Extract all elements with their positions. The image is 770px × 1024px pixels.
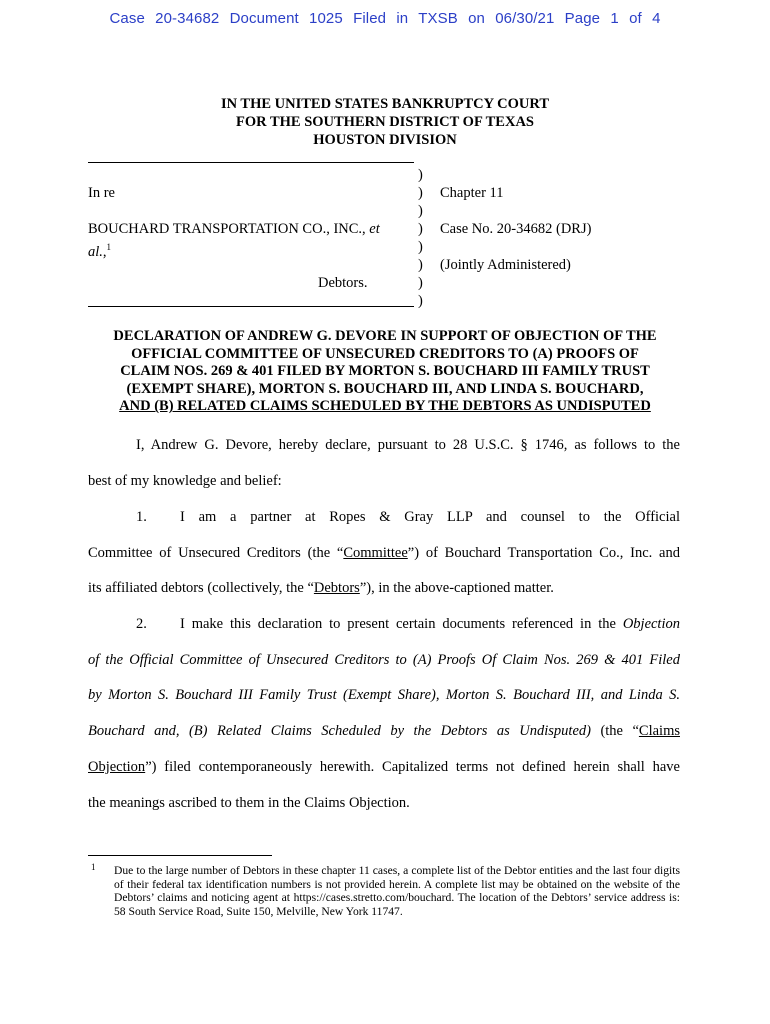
- paren: ): [418, 257, 423, 273]
- caption-parens: [418, 166, 423, 310]
- para2-text-5b: ”) filed contemporaneously herewith. Capitalized terms not defined herein shall have: [145, 759, 680, 775]
- paren: ): [418, 167, 423, 183]
- para2-line-1: [136, 615, 680, 633]
- court-line-3: HOUSTON DIVISION: [313, 132, 457, 148]
- paren: ): [418, 221, 423, 237]
- para1-text-2b: ”) of Bouchard Transportation Co., Inc. and: [407, 545, 680, 561]
- para2-line-2: of the Official Committee of Unsecured Creditors to (A) Proofs Of Claim Nos. 269 & 401 Filed: [88, 652, 680, 668]
- court-line-1: IN THE UNITED STATES BANKRUPTCY COURT: [220, 96, 550, 112]
- court-heading: [0, 95, 770, 149]
- title-line-2: OFFICIAL COMMITTEE OF UNSECURED CREDITORS TO (A) PROOFS OF: [131, 345, 639, 362]
- para2-text-1a: I make this declaration to present certain documents referenced in the: [180, 616, 623, 632]
- para2-text-4b: (the “: [590, 723, 639, 739]
- paren: ): [418, 275, 423, 291]
- para2-text-1it: Objection: [622, 616, 680, 632]
- title-line-1: DECLARATION OF ANDREW G. DEVORE IN SUPPORT OF OBJECTION OF THE: [113, 328, 657, 344]
- para1-text-3a: its affiliated debtors (collectively, the “: [88, 580, 314, 596]
- debtor-name: [88, 220, 406, 261]
- paren: ): [418, 203, 423, 219]
- para2-line-3: by Morton S. Bouchard III Family Trust (Exempt Share), Morton S. Bouchard III, and Linda S.: [88, 687, 680, 703]
- para1-number: 1.: [136, 509, 147, 525]
- intro-line-2: best of my knowledge and belief:: [88, 473, 282, 489]
- jointly-administered: (Jointly Administered): [440, 257, 571, 273]
- para2-line-5: [88, 758, 680, 776]
- title-line-3: CLAIM NOS. 269 & 401 FILED BY MORTON S. BOUCHARD III FAMILY TRUST: [120, 363, 650, 380]
- footnote-mark: 1: [91, 862, 96, 872]
- chapter-label: Chapter 11: [440, 185, 504, 201]
- debtor-comma: ,: [102, 243, 107, 260]
- title-line-4: (EXEMPT SHARE), MORTON S. BOUCHARD III, AND LINDA S. BOUCHARD,: [126, 380, 644, 397]
- intro-line-1: I, Andrew G. Devore, hereby declare, pursuant to 28 U.S.C. § 1746, as follows to the: [136, 437, 680, 453]
- para2-text-4it: Bouchard and, (B) Related Claims Scheduled by the Debtors as Undisputed): [88, 723, 591, 739]
- para1-line-1: [136, 508, 680, 526]
- footnote-rule: [88, 855, 272, 856]
- defined-term-objection: Objection: [88, 759, 146, 775]
- para1-text-1: I am a partner at Ropes & Gray LLP and counsel to the Official: [180, 509, 680, 525]
- in-re-label: In re: [88, 185, 115, 201]
- case-number: Case No. 20-34682 (DRJ): [440, 221, 592, 237]
- para1-line-2: [88, 544, 680, 562]
- para2-line-6: the meanings ascribed to them in the Claims Objection.: [88, 795, 410, 811]
- caption-bottom-rule: [88, 306, 414, 307]
- debtors-label: Debtors.: [318, 275, 368, 291]
- paren: ): [418, 293, 423, 309]
- footnote-text: Due to the large number of Debtors in these chapter 11 cases, a complete list of the Debtor entities and the last four digits of their federal tax identification numbers is not provided herein. A complete list may be obtained on the website of the Debtors’ claims and noticing agent at https://cases.stretto.com/bouchard. The location of the Debtors’ service address is: 58 South Service Road, Suite 150, Melville, New York 11747.: [114, 864, 680, 918]
- para1-text-3b: ”), in the above-captioned matter.: [359, 580, 554, 596]
- para2-number: 2.: [136, 616, 147, 632]
- debtor-et: et: [369, 221, 380, 237]
- court-line-2: FOR THE SOUTHERN DISTRICT OF TEXAS: [235, 114, 534, 130]
- para2-line-4: [88, 722, 680, 740]
- defined-term-debtors: Debtors: [313, 580, 360, 596]
- footnote-ref: 1: [106, 242, 112, 252]
- debtor-name-text: BOUCHARD TRANSPORTATION CO., INC.,: [88, 221, 370, 237]
- para1-line-3: [88, 579, 680, 597]
- defined-term-claims: Claims: [638, 723, 680, 739]
- paren: ): [418, 185, 423, 201]
- para1-text-2a: Committee of Unsecured Creditors (the “: [88, 545, 344, 561]
- ecf-header-stamp: Case 20-34682 Document 1025 Filed in TXSB on 06/30/21 Page 1 of 4: [109, 10, 661, 27]
- debtor-al: al.: [88, 243, 103, 260]
- declaration-title: [70, 328, 700, 416]
- caption-top-rule: [88, 162, 414, 163]
- paren: ): [418, 239, 423, 255]
- title-line-5: AND (B) RELATED CLAIMS SCHEDULED BY THE DEBTORS AS UNDISPUTED: [119, 398, 651, 415]
- defined-term-committee: Committee: [343, 545, 408, 561]
